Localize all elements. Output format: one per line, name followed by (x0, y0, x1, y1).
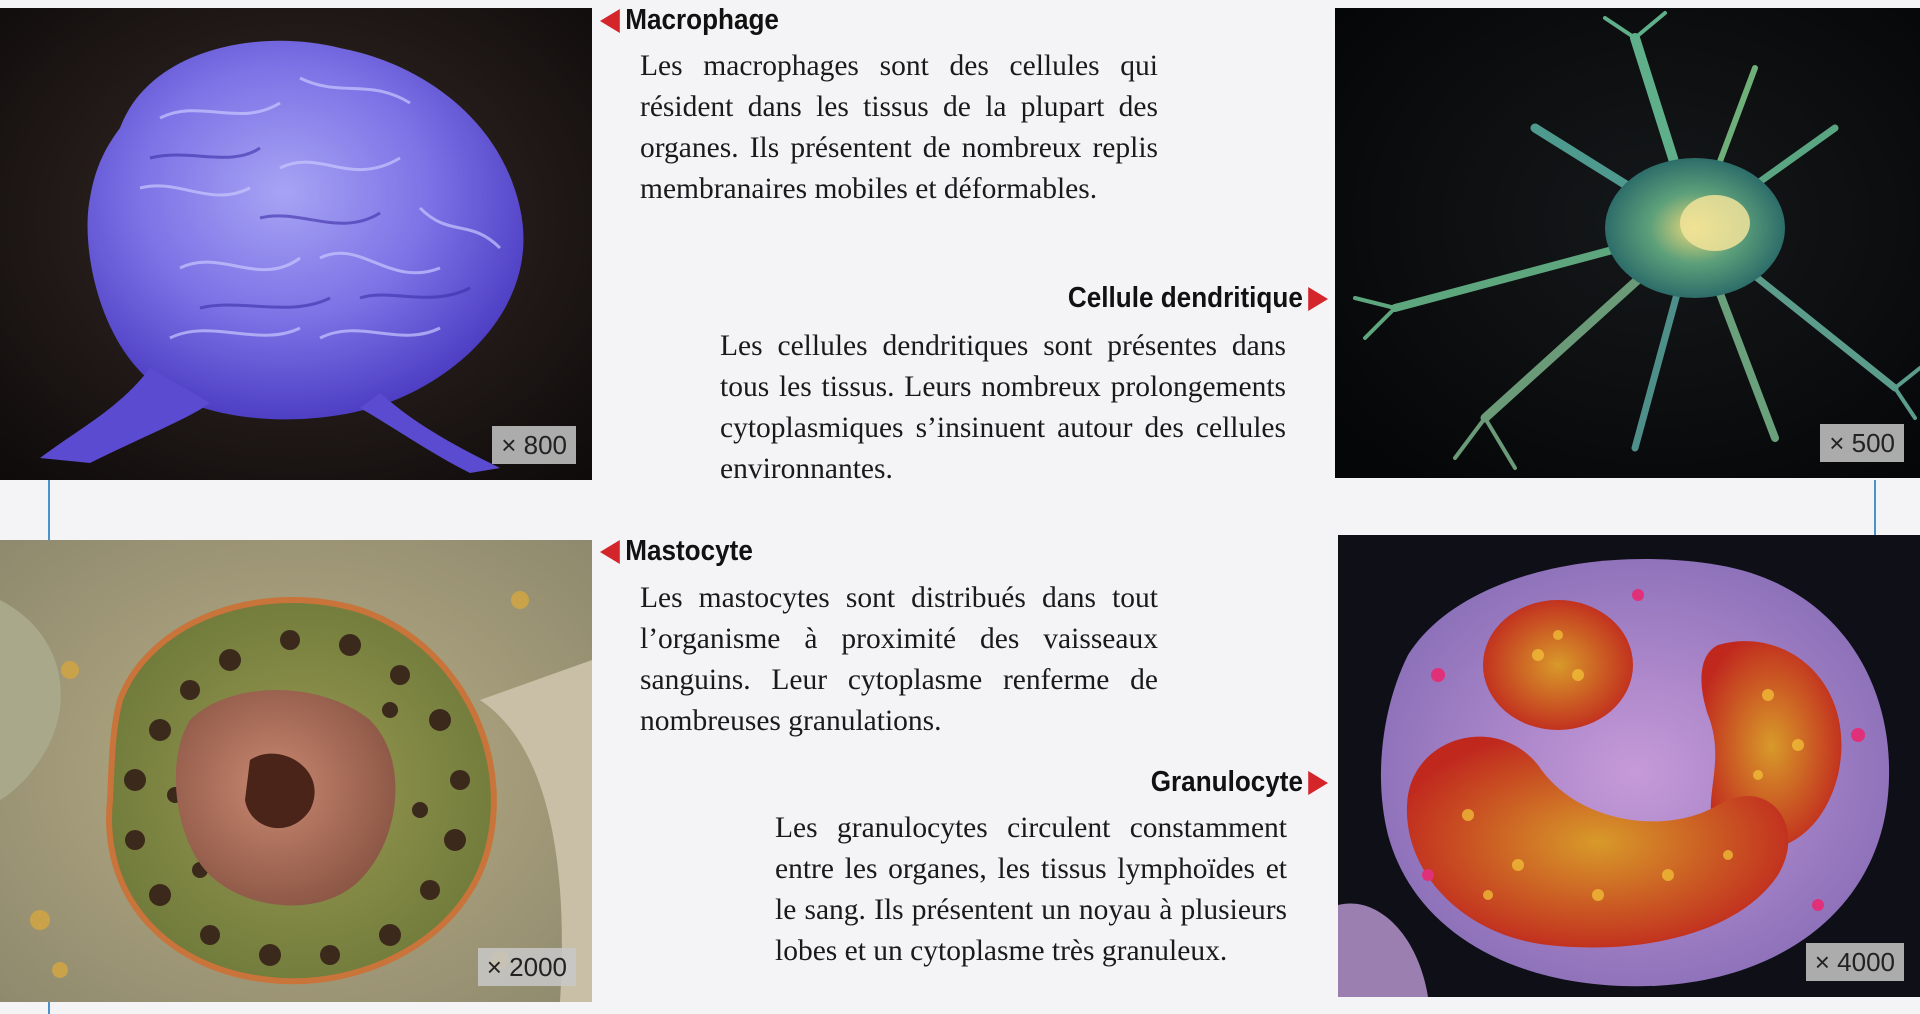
macrophage-magnification: × 800 (492, 426, 576, 464)
granulocyte-photo (1338, 535, 1920, 997)
right-arrow-icon (1308, 287, 1328, 311)
mastocyte-description: Les mastocytes sont distribués dans tout l’organisme à proximité des vaisseaux sanguins. Leur cytoplasme renferme de nombreuses granulations. (640, 582, 1158, 737)
mastocyte-photo (0, 540, 592, 1002)
dendritic-title (1068, 282, 1328, 315)
mastocyte-title-text: Mastocyte (625, 535, 753, 567)
dendritic-title-text: Cellule dendritique (1067, 282, 1303, 314)
right-margin-line (1874, 480, 1876, 540)
macrophage-description: Les macrophages sont des cellules qui résident dans les tissus de la plupart des organes. Ils présentent de nombreux replis membranaires mobiles et déformables. (640, 50, 1158, 205)
right-arrow-icon (1308, 771, 1328, 795)
left-margin-line (48, 480, 50, 540)
dendritic-description: Les cellules dendritiques sont présentes dans tous les tissus. Leurs nombreux prolongements cytoplasmiques s’insinuent autour des cellules environnantes. (720, 330, 1286, 485)
left-arrow-icon (600, 540, 620, 564)
granulocyte-description: Les granulocytes circulent constamment entre les organes, les tissus lymphoïdes et le sang. Ils présentent un noyau à plusieurs lobes et un cytoplasme très granuleux. (775, 812, 1287, 967)
macrophage-title (600, 4, 779, 37)
macrophage-photo (0, 8, 592, 480)
dendritic-cell-photo (1335, 8, 1920, 478)
granulocyte-title-text: Granulocyte (1150, 766, 1303, 798)
left-arrow-icon (600, 9, 620, 33)
macrophage-title-text: Macrophage (625, 4, 779, 36)
mastocyte-magnification: × 2000 (478, 948, 576, 986)
mastocyte-title (600, 535, 753, 568)
dendritic-magnification: × 500 (1820, 424, 1904, 462)
granulocyte-title (1151, 766, 1328, 799)
granulocyte-magnification: × 4000 (1806, 943, 1904, 981)
